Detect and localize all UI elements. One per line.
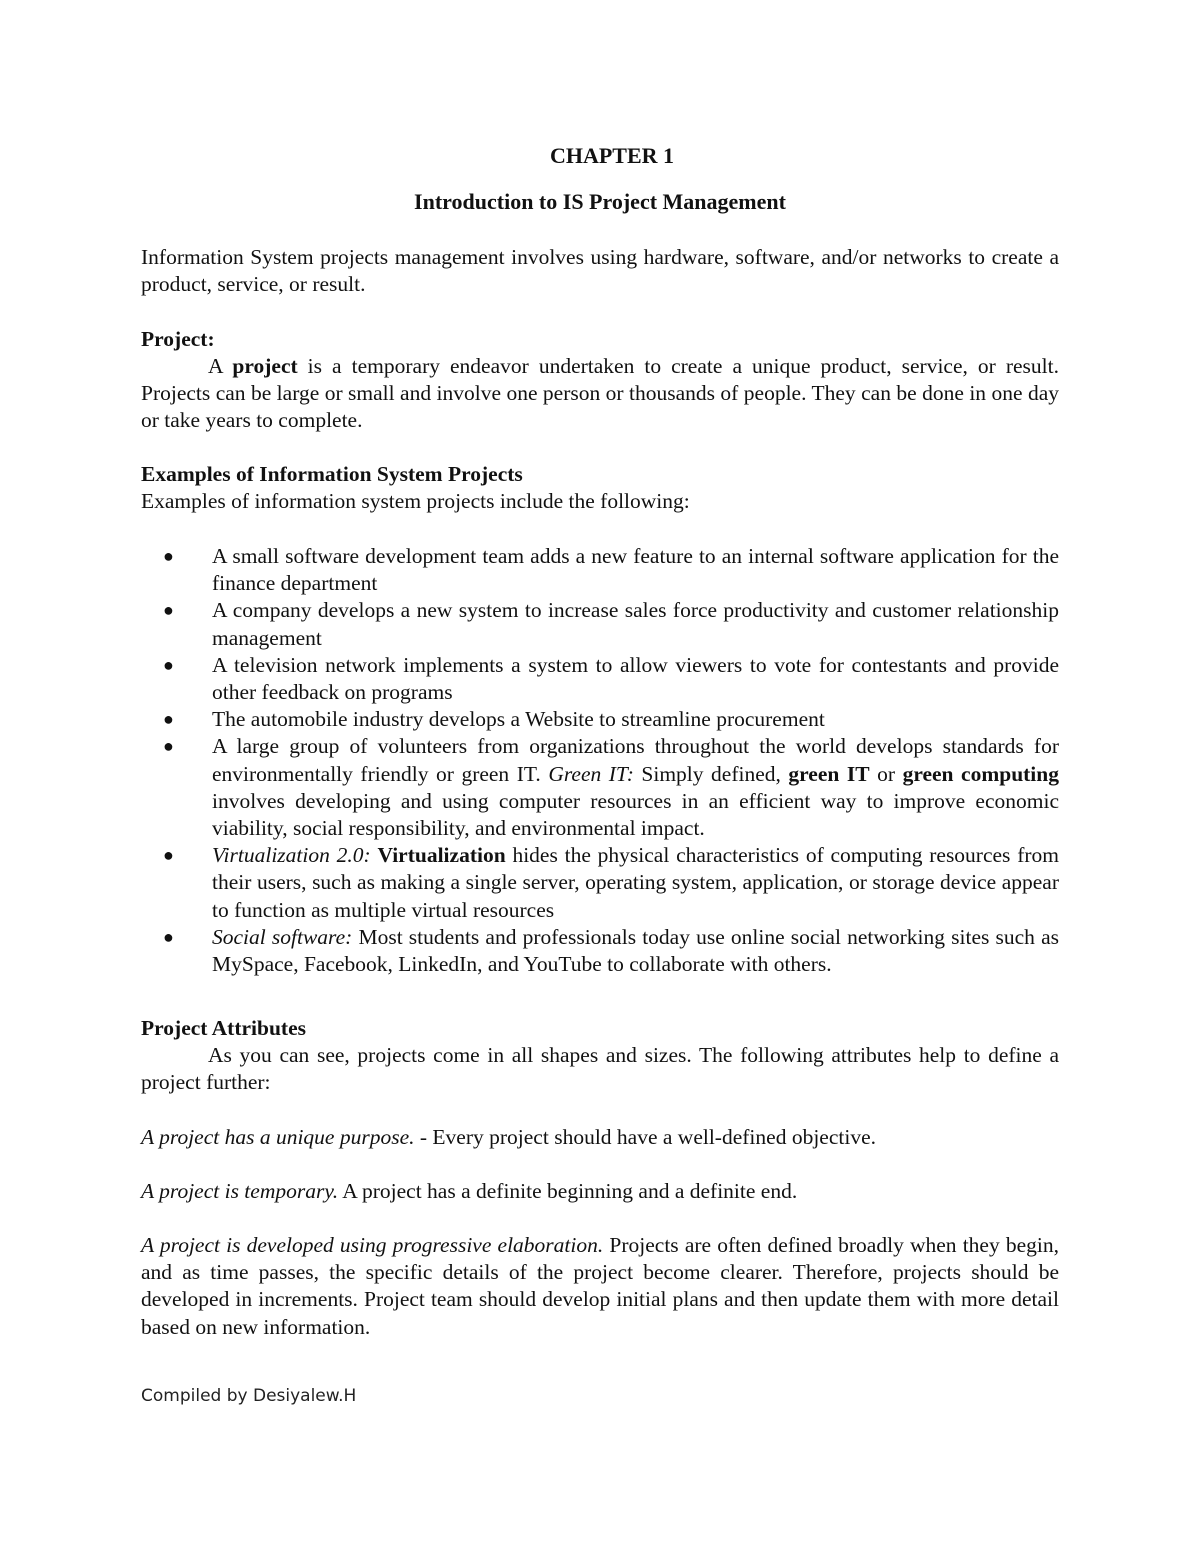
attribute-progressive-elaboration: A project is developed using progressive elaboration. Projects are often defined broadly when they begin, and as time passes, the specific details of the project become clearer. Therefore, projects should be developed in increments. Project team should develop initial plans and then update them with more detail based on new information. [141, 1233, 1059, 1339]
chapter-title: Introduction to IS Project Management [414, 189, 786, 214]
list-item: ● Virtualization 2.0: Virtualization hides the physical characteristics of computing resources from their users, such as making a single server, operating system, application, or storage device appear to function as multiple virtual resources [163, 843, 1059, 922]
page-footer: Compiled by Desiyalew.H [141, 1386, 357, 1406]
bullet-icon: ● [163, 546, 174, 566]
bullet-icon: ● [163, 600, 174, 621]
examples-list [141, 543, 1059, 978]
project-heading: Project: [141, 327, 215, 351]
bullet-icon: ● [163, 845, 174, 866]
bullet-icon: ● [163, 926, 174, 947]
list-item: ● Social software: Most students and professionals today use online social networking sites such as MySpace, Facebook, LinkedIn, and YouTube to collaborate with others. [163, 924, 1059, 977]
list-item: ● The automobile industry develops a Website to streamline procurement [141, 706, 1059, 733]
attribute-unique-purpose: A project has a unique purpose. - Every project should have a well-defined objective. [141, 1125, 876, 1149]
list-item: ● A small software development team adds a new feature to an internal software application for the finance department [163, 544, 1059, 596]
attribute-temporary: A project is temporary. A project has a definite beginning and a definite end. [141, 1179, 798, 1203]
attributes-lead: As you can see, projects come in all shapes and sizes. The following attributes help to define a project further: [141, 1043, 1059, 1095]
attributes-heading: Project Attributes [141, 1016, 306, 1040]
bullet-icon: ● [163, 709, 174, 730]
intro-paragraph: Information System projects management involves using hardware, software, and/or networks to create a product, service, or result. [141, 245, 1059, 297]
bullet-icon: ● [163, 654, 174, 675]
list-item: ● A company develops a new system to increase sales force productivity and customer relationship management [163, 598, 1059, 650]
project-definition: A project is a temporary endeavor undertaken to create a unique product, service, or result. Projects can be large or small and involve one person or thousands of people. They can be done in one day or take years to complete. [141, 354, 1059, 433]
examples-heading: Examples of Information System Projects [141, 462, 523, 486]
list-item: ● A large group of volunteers from organizations throughout the world develops standards for environmentally friendly or green IT. Green IT: Simply defined, green IT or green computing involves developing and using computer resources in an efficient way to improve economic viability, social responsibility, and environmental impact. [163, 734, 1059, 841]
examples-lead: Examples of information system projects include the following: [141, 489, 690, 513]
list-item: ● A television network implements a system to allow viewers to vote for contestants and provide other feedback on programs [163, 652, 1059, 705]
chapter-heading: CHAPTER 1 [549, 143, 675, 168]
term-project: project [232, 354, 298, 378]
bullet-icon: ● [163, 736, 174, 757]
